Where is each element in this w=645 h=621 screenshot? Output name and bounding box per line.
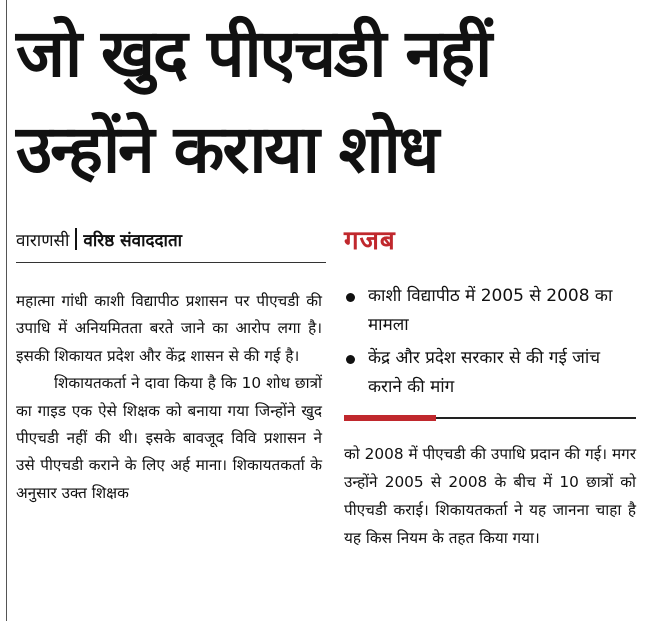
article-paragraph-3: को 2008 में पीएचडी की उपाधि प्रदान की गई। मगर उन्होंने 2005 से 2008 के बीच में 10 छात्रों को पीएचडी कराई। शिकायतकर्ता ने यह जानना चाहा है यह किस नियम के तहत किया गया।	[344, 445, 636, 547]
byline	[16, 228, 326, 254]
byline-role: वरिष्ठ संवाददाता	[83, 231, 183, 251]
sidebar-bullet-2	[344, 344, 634, 402]
byline-rule	[16, 262, 326, 263]
byline-place: वाराणसी	[16, 231, 70, 251]
headline-line-2: उन्होंने कराया शोध	[16, 111, 438, 188]
article-paragraph-1: महात्मा गांधी काशी विद्यापीठ प्रशासन पर पीएचडी की उपाधि में अनियमितता बरते जाने का आरोप लगा है। इसकी शिकायत प्रदेश और केंद्र शासन से की गई है।	[16, 292, 322, 365]
headline	[16, 6, 636, 198]
page-left-border	[6, 0, 7, 621]
sidebar-label: गजब	[344, 226, 396, 256]
byline-separator	[75, 228, 77, 250]
sidebar-bullet-1	[344, 282, 634, 340]
sidebar-bullet-text: काशी विद्यापीठ में 2005 से 2008 का मामला	[368, 286, 613, 335]
bullet-dot-icon	[346, 355, 355, 364]
headline-line-1: जो खुद पीएचडी नहीं	[16, 15, 491, 92]
bullet-dot-icon	[346, 293, 355, 302]
sidebar-bullet-list	[344, 282, 634, 406]
article-paragraph-2: शिकायतकर्ता ने दावा किया है कि 10 शोध छात्रों का गाइड एक ऐसे शिक्षक को बनाया गया जिन्होंने खुद पीएचडी नहीं की थी। इसके बावजूद विवि प्रशासन ने उसे पीएचडी कराने के लिए अर्ह माना। शिकायतकर्ता के अनुसार उक्त शिक्षक	[16, 374, 322, 502]
article-left-column	[16, 288, 322, 507]
sidebar-divider	[344, 417, 636, 419]
article-right-column	[344, 440, 636, 552]
sidebar-divider-accent	[344, 415, 436, 421]
sidebar-bullet-text: केंद्र और प्रदेश सरकार से की गई जांच कराने की मांग	[368, 348, 601, 397]
